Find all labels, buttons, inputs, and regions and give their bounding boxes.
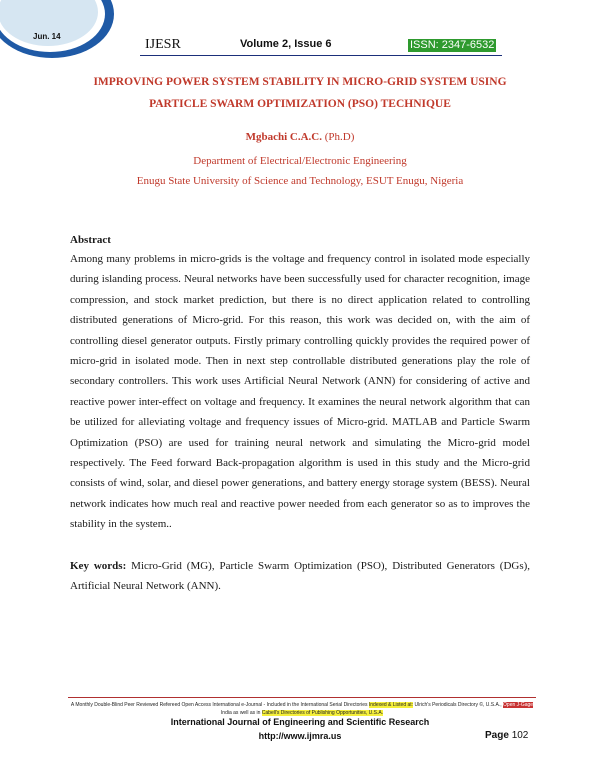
footer-note-part2: Ulrich's Periodicals Directory ©, U.S.A., — [414, 702, 502, 708]
footer-rule — [68, 697, 536, 698]
footer-note-highlight2: Open J-Gage — [503, 702, 534, 708]
affiliation — [0, 151, 600, 191]
abstract-text: Among many problems in micro-grids is the voltage and frequency control in isolated mode especially during islanding process. Neural networks have been successfully used for character recognition, image compression, and stock market prediction, but there is no direct application related to controlling distributed generations of Micro-grid. For this reason, this work was decided on, with the aim of controlling diesel generator outputs. Firstly primary controlling quickly provides the required power of micro-grid in isolated mode. Then in next step controllable distributed generations play the role of secondary controllers. This work uses Artificial Neural Network (ANN) for considering of active and reactive power inter-effect on voltage and frequency. It examines the neural network algorithm that can be utilized for alleviating voltage and frequency issues of Micro-grid. MATLAB and Particle Swarm Optimization (PSO) are used for training neural network and simulating the Micro-grid model respectively. The Feed forward Back-propagation algorithm is used in this study and the Micro-grid consists of wind, solar, and diesel power generations, and battery energy storage system (BESS). Neural network indicates how much real and reactive power needed from each generator so as to improves the stability in the system.. — [70, 253, 530, 531]
footer-note-highlight3: Cabell's Directories of Publishing Opportunities, U.S.A. — [261, 710, 384, 716]
keywords — [70, 556, 530, 597]
footer-note-highlight1: Indexed & Listed at: — [368, 702, 414, 708]
volume-issue: Volume 2, Issue 6 — [240, 38, 332, 50]
university: Enugu State University of Science and Technology, ESUT Enugu, Nigeria — [136, 175, 464, 187]
title-line-1: IMPROVING POWER SYSTEM STABILITY IN MICRO-GRID SYSTEM USING — [93, 76, 507, 88]
issn-badge: ISSN: 2347-6532 — [410, 39, 495, 51]
footer-url[interactable]: http://www.ijmra.us — [258, 731, 342, 741]
footer-journal-name: International Journal of Engineering and Scientific Research — [170, 717, 430, 727]
footer-note-part1: A Monthly Double-Blind Peer Reviewed Refereed Open Access International e-Journal - Included in the International Serial Directories — [70, 702, 368, 708]
journal-short-name: IJESR — [145, 37, 181, 52]
title-line-2: PARTICLE SWARM OPTIMIZATION (PSO) TECHNIQUE — [149, 98, 451, 110]
department: Department of Electrical/Electronic Engineering — [193, 155, 407, 167]
author-name: Mgbachi C.A.C. — [245, 131, 322, 143]
header-rule — [140, 55, 502, 56]
footer-indexing-note — [68, 701, 536, 717]
running-header — [140, 37, 502, 53]
author-degree: (Ph.D) — [324, 131, 355, 143]
keywords-text: Micro-Grid (MG), Particle Swarm Optimization (PSO), Distributed Generators (DGs), Artificial Neural Network (ANN). — [70, 560, 531, 593]
page-label: Page — [485, 730, 509, 741]
page-number — [485, 730, 528, 741]
issue-date: Jun. 14 — [33, 32, 61, 41]
page-value: 102 — [511, 730, 529, 741]
author-line — [0, 131, 600, 143]
paper-title — [40, 71, 560, 115]
abstract-heading: Abstract — [70, 234, 111, 246]
keywords-label: Key words: — [70, 560, 127, 572]
footer-note-part3: India as well as in — [220, 710, 261, 716]
corner-decoration — [0, 0, 140, 70]
